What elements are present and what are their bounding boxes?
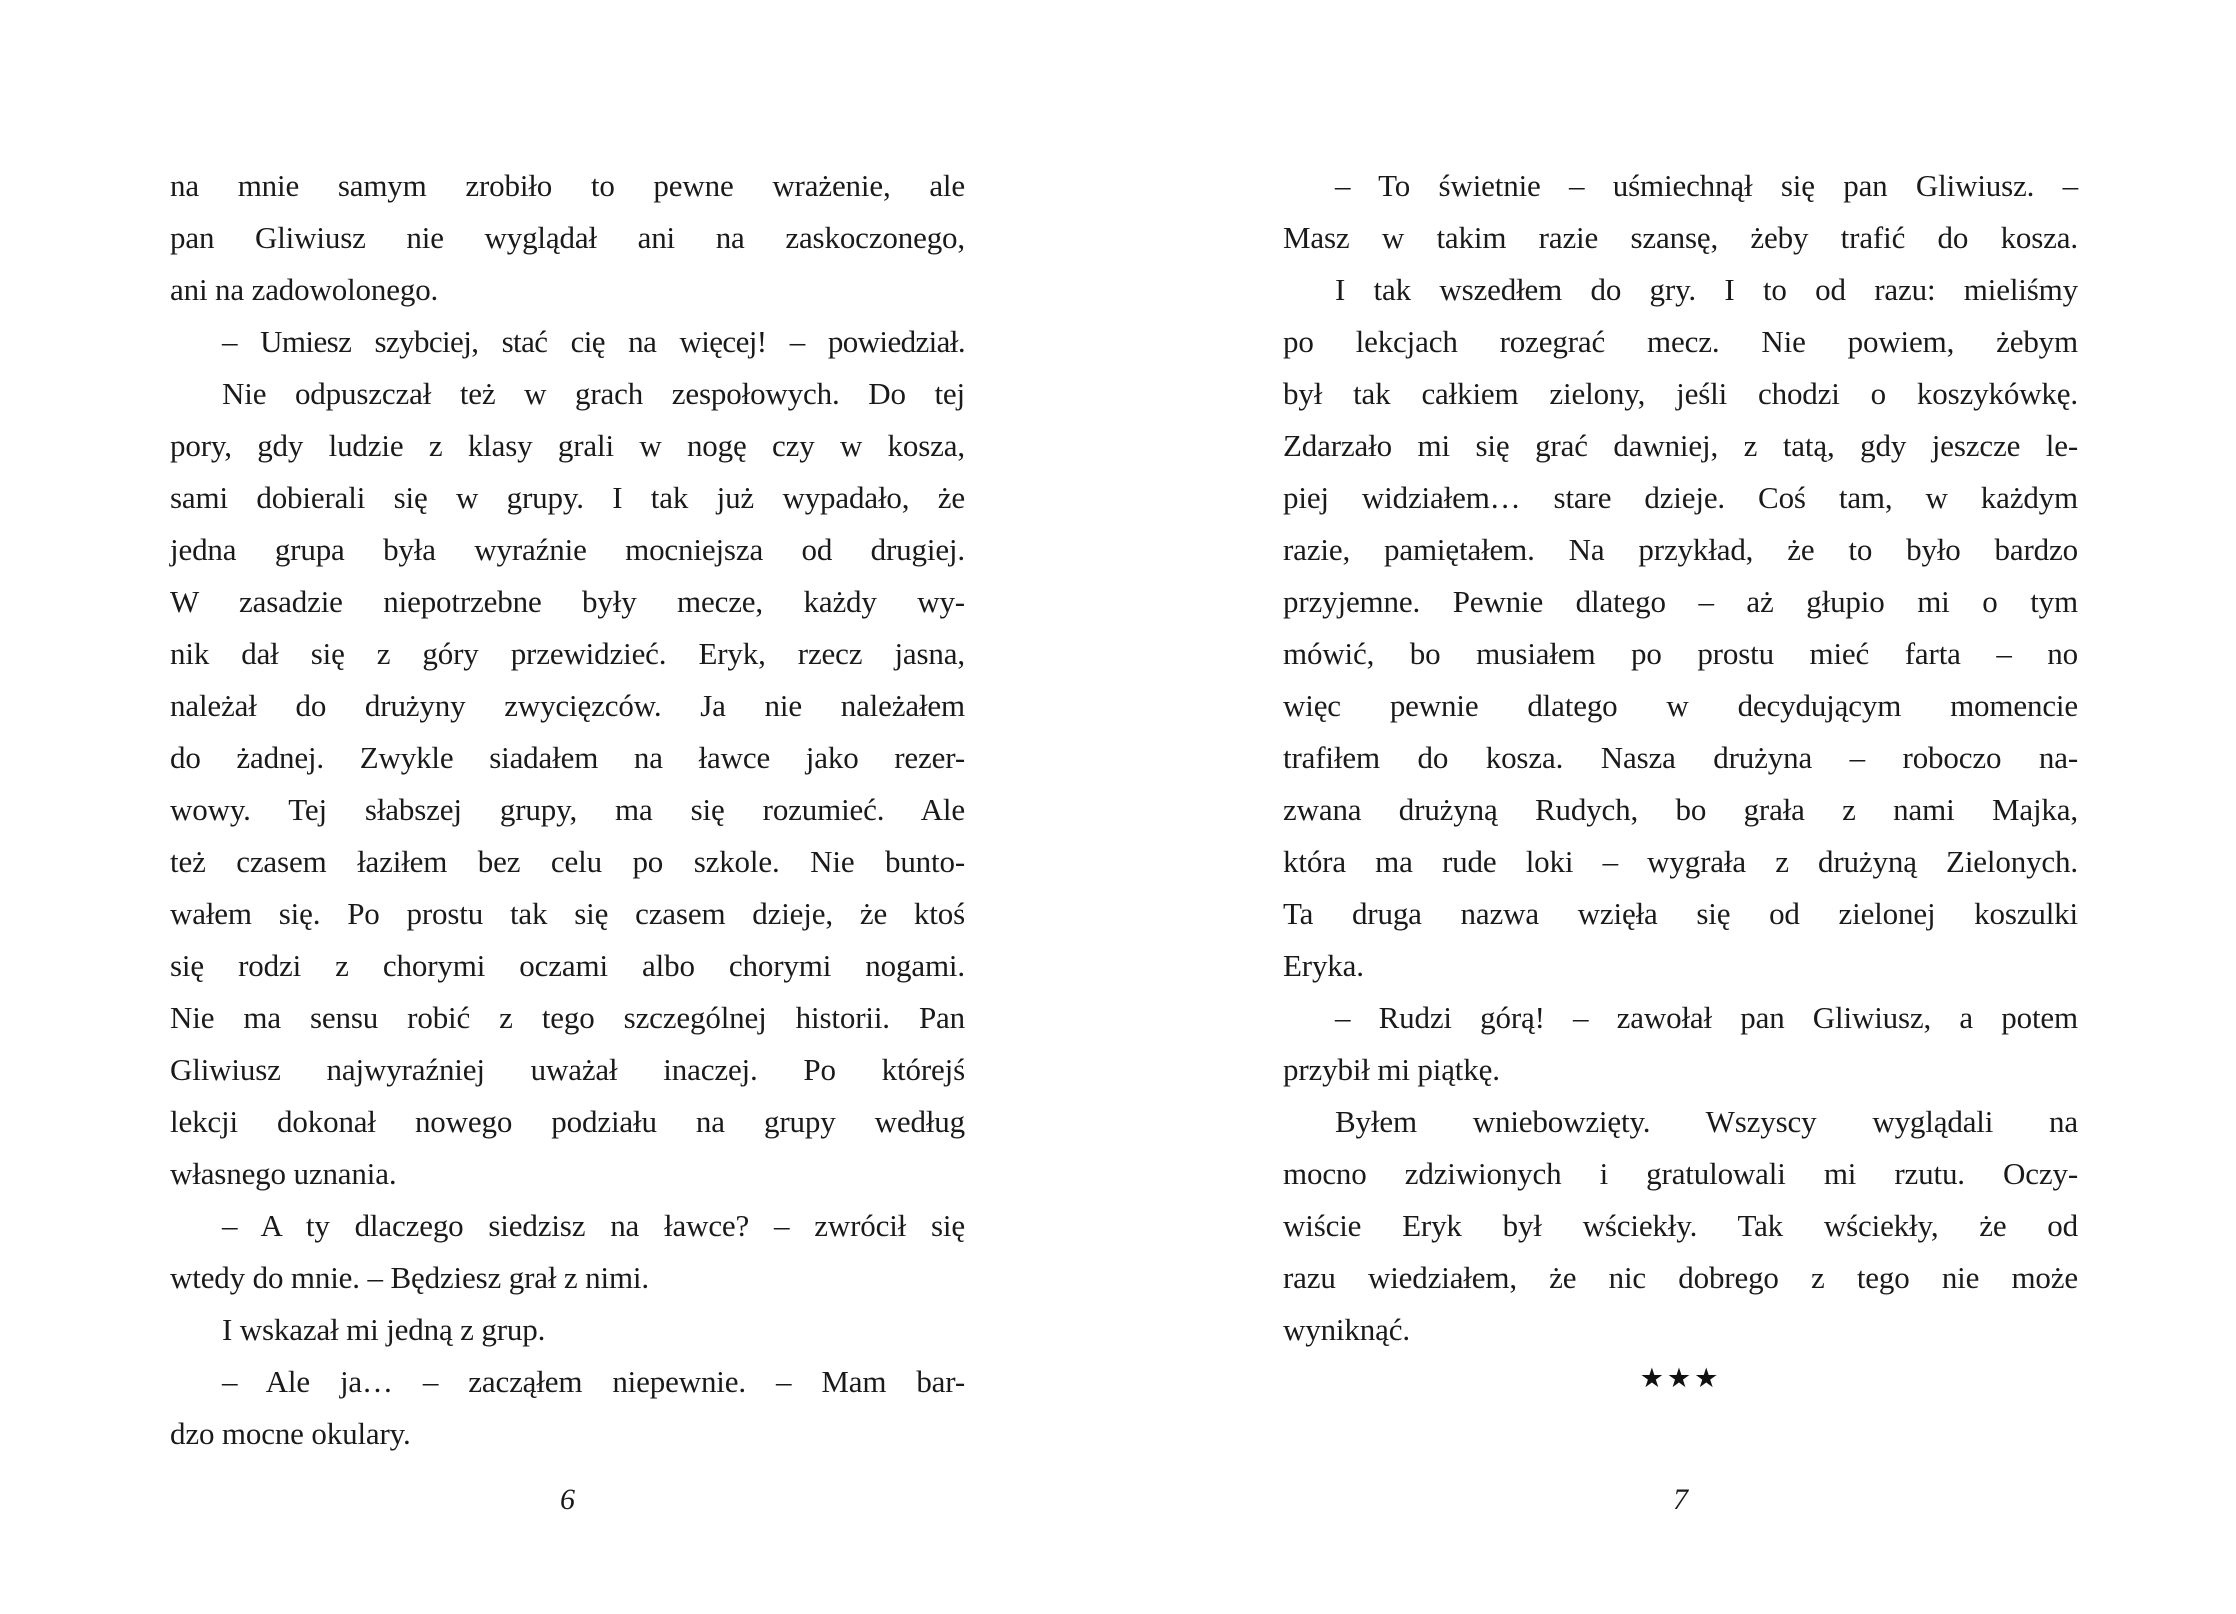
text-line: Gliwiusz najwyraźniej uważał inaczej. Po którejś [170, 1052, 965, 1087]
text-line: pory, gdy ludzie z klasy grali w nogę czy w kosza, [170, 428, 965, 463]
text-line: Nie ma sensu robić z tego szczególnej historii. Pan [170, 1000, 965, 1035]
text-line: zwana drużyną Rudych, bo grała z nami Majka, [1283, 792, 2078, 827]
text-line: Byłem wniebowzięty. Wszyscy wyglądali na [1335, 1104, 2078, 1139]
text-line: Nie odpuszczał też w grach zespołowych. Do tej [222, 376, 965, 411]
text-line: W zasadzie niepotrzebne były mecze, każdy wy- [170, 584, 965, 619]
text-line: wiście Eryk był wściekły. Tak wściekły, że od [1283, 1208, 2078, 1243]
text-line: przyjemne. Pewnie dlatego – aż głupio mi o tym [1283, 584, 2078, 619]
text-line: był tak całkiem zielony, jeśli chodzi o koszykówkę. [1283, 376, 2078, 411]
text-line: – To świetnie – uśmiechnął się pan Gliwiusz. – [1335, 168, 2078, 203]
text-line: mówić, bo musiałem po prostu mieć farta – no [1283, 636, 2078, 671]
text-line: która ma rude loki – wygrała z drużyną Zielonych. [1283, 844, 2078, 879]
text-line: razu wiedziałem, że nic dobrego z tego nie może [1283, 1260, 2078, 1295]
text-line: – Umiesz szybciej, stać cię na więcej! – powiedział. [222, 324, 965, 359]
text-line: mocno zdziwionych i gratulowali mi rzutu. Oczy- [1283, 1156, 2078, 1191]
text-line: – Rudzi górą! – zawołał pan Gliwiusz, a potem [1335, 1000, 2078, 1035]
text-line: na mnie samym zrobiło to pewne wrażenie, ale [170, 168, 965, 203]
text-line: własnego uznania. [170, 1156, 397, 1191]
text-line: I wskazał mi jedną z grup. [222, 1312, 546, 1347]
page-left-text [170, 160, 965, 1460]
text-line: sami dobierali się w grupy. I tak już wypadało, że [170, 480, 965, 515]
text-line: Ta druga nazwa wzięła się od zielonej koszulki [1283, 896, 2078, 931]
page-number-right: 7 [1673, 1483, 1688, 1516]
page-number-left: 6 [560, 1483, 575, 1516]
text-line: się rodzi z chorymi oczami albo chorymi nogami. [170, 948, 965, 983]
text-line: Eryka. [1283, 948, 1364, 983]
text-line: pan Gliwiusz nie wyglądał ani na zaskoczonego, [170, 220, 965, 255]
text-line: wowy. Tej słabszej grupy, ma się rozumieć. Ale [170, 792, 965, 827]
text-line: – Ale ja… – zacząłem niepewnie. – Mam bar- [222, 1364, 965, 1399]
text-line: dzo mocne okulary. [170, 1416, 411, 1451]
text-line: piej widziałem… stare dzieje. Coś tam, w każdym [1283, 480, 2078, 515]
text-line: trafiłem do kosza. Nasza drużyna – roboczo na- [1283, 740, 2078, 775]
text-line: jedna grupa była wyraźnie mocniejsza od drugiej. [170, 532, 965, 567]
page-right-text [1283, 160, 2078, 1356]
text-line: ani na zadowolonego. [170, 272, 439, 307]
section-separator-stars: ★★★ [1639, 1363, 1722, 1393]
text-line: więc pewnie dlatego w decydującym momencie [1283, 688, 2078, 723]
text-line: wyniknąć. [1283, 1312, 1410, 1347]
text-line: też czasem łaziłem bez celu po szkole. Nie bunto- [170, 844, 965, 879]
text-line: przybił mi piątkę. [1283, 1052, 1500, 1087]
text-line: po lekcjach rozegrać mecz. Nie powiem, żebym [1283, 324, 2078, 359]
text-line: Zdarzało mi się grać dawniej, z tatą, gdy jeszcze le- [1283, 428, 2078, 463]
text-line: – A ty dlaczego siedzisz na ławce? – zwrócił się [222, 1208, 965, 1243]
text-line: wałem się. Po prostu tak się czasem dzieje, że ktoś [170, 896, 965, 931]
text-line: wtedy do mnie. – Będziesz grał z nimi. [170, 1260, 649, 1295]
text-line: Masz w takim razie szansę, żeby trafić do kosza. [1283, 220, 2078, 255]
text-line: lekcji dokonał nowego podziału na grupy według [170, 1104, 965, 1139]
text-line: do żadnej. Zwykle siadałem na ławce jako rezer- [170, 740, 965, 775]
text-line: I tak wszedłem do gry. I to od razu: mieliśmy [1335, 272, 2078, 307]
text-line: razie, pamiętałem. Na przykład, że to było bardzo [1283, 532, 2078, 567]
text-line: nik dał się z góry przewidzieć. Eryk, rzecz jasna, [170, 636, 965, 671]
page-right [1118, 0, 2236, 1614]
text-line: należał do drużyny zwycięzców. Ja nie należałem [170, 688, 965, 723]
